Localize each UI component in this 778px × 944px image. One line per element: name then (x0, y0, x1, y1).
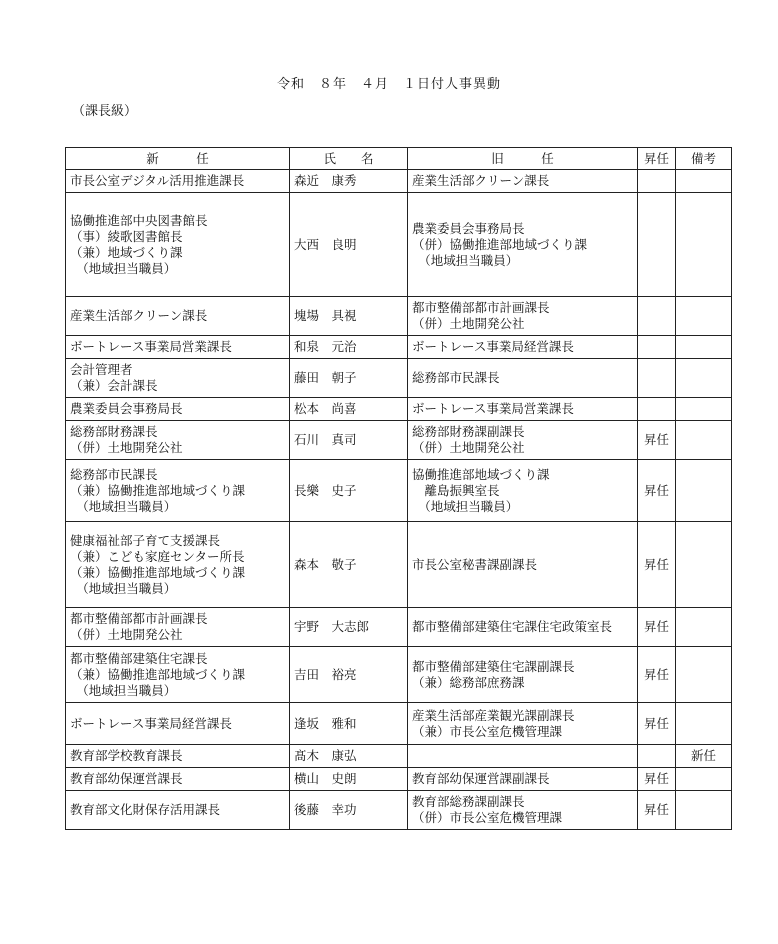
new-post-cell (66, 359, 290, 398)
promotion-cell (638, 359, 676, 398)
new-post-cell-line: （兼）こども家庭センター所長 (70, 548, 245, 564)
header-promotion: 昇任 (638, 148, 676, 170)
new-post-cell (66, 768, 290, 791)
name-cell: 和泉 元治 (290, 336, 408, 359)
new-post-cell (66, 193, 290, 297)
name-cell: 石川 真司 (290, 421, 408, 460)
new-post-cell-line: （兼）協働推進部地域づくり課 (70, 666, 246, 682)
promotion-cell: 昇任 (638, 647, 676, 703)
old-post-cell (408, 398, 638, 421)
new-post-cell-line: 教育部文化財保存活用課長 (70, 802, 221, 817)
new-post-cell-line: ボートレース事業局営業課長 (70, 339, 232, 354)
table-row (66, 522, 732, 608)
table-row (66, 421, 732, 460)
promotion-cell: 昇任 (638, 421, 676, 460)
new-post-cell (66, 170, 290, 193)
old-post-cell-line: （兼）市長公室危機管理課 (412, 723, 563, 739)
old-post-cell (408, 608, 638, 647)
old-post-cell-line: 協働推進部地域づくり課 (412, 466, 550, 482)
remarks-cell (676, 193, 732, 297)
promotion-cell: 昇任 (638, 791, 676, 830)
new-post-cell-line: 総務部市民課長 (70, 466, 158, 482)
table-row (66, 193, 732, 297)
old-post-cell (408, 297, 638, 336)
remarks-cell: 新任 (676, 745, 732, 768)
table-row (66, 359, 732, 398)
old-post-cell-line: （地域担当職員） (412, 498, 519, 514)
new-post-cell-line: 教育部幼保運営課長 (70, 771, 183, 786)
old-post-cell-line: 市長公室秘書課副課長 (412, 556, 538, 572)
old-post-cell (408, 768, 638, 791)
old-post-cell-line: （併）市長公室危機管理課 (412, 810, 563, 825)
new-post-cell (66, 703, 290, 745)
old-post-cell (408, 703, 638, 745)
name-cell: 塊場 具視 (290, 297, 408, 336)
table-row (66, 460, 732, 522)
new-post-cell-line: 市長公室デジタル活用推進課長 (70, 173, 245, 188)
remarks-cell (676, 421, 732, 460)
promotion-cell: 昇任 (638, 608, 676, 647)
promotion-cell (638, 398, 676, 421)
remarks-cell (676, 647, 732, 703)
header-name: 氏 名 (290, 148, 408, 170)
old-post-cell-line: 都市整備部建築住宅課住宅政策室長 (412, 619, 613, 634)
table-row (66, 398, 732, 421)
new-post-cell-line: （併）土地開発公社 (70, 440, 183, 455)
old-post-cell-line: 都市整備部都市計画課長 (412, 300, 550, 315)
new-post-cell (66, 647, 290, 703)
old-post-cell-line: 離島振興室長 (412, 482, 500, 498)
old-post-cell-line: 産業生活部クリーン課長 (412, 173, 550, 188)
name-cell: 宇野 大志郎 (290, 608, 408, 647)
table-row (66, 647, 732, 703)
remarks-cell (676, 398, 732, 421)
name-cell: 逢坂 雅和 (290, 703, 408, 745)
name-cell: 吉田 裕亮 (290, 647, 408, 703)
name-cell: 森近 康秀 (290, 170, 408, 193)
new-post-cell (66, 398, 290, 421)
remarks-cell (676, 768, 732, 791)
new-post-cell-line: 都市整備部建築住宅課長 (70, 650, 208, 666)
new-post-cell-line: （兼）協働推進部地域づくり課 (70, 564, 246, 580)
name-cell: 松本 尚喜 (290, 398, 408, 421)
new-post-cell-line: （地域担当職員） (70, 498, 177, 514)
header-new-post: 新 任 (66, 148, 290, 170)
new-post-cell (66, 791, 290, 830)
new-post-cell (66, 336, 290, 359)
table-row (66, 170, 732, 193)
old-post-cell-line: 総務部市民課長 (412, 370, 500, 385)
new-post-cell-line: 都市整備部都市計画課長 (70, 611, 208, 626)
promotion-cell (638, 170, 676, 193)
old-post-cell-line: （併）土地開発公社 (412, 316, 525, 331)
remarks-cell (676, 359, 732, 398)
name-cell: 長樂 史子 (290, 460, 408, 522)
promotion-cell: 昇任 (638, 768, 676, 791)
old-post-cell (408, 647, 638, 703)
remarks-cell (676, 170, 732, 193)
old-post-cell (408, 170, 638, 193)
old-post-cell-line: ボートレース事業局営業課長 (412, 401, 574, 416)
new-post-cell (66, 421, 290, 460)
table-row (66, 768, 732, 791)
table-row (66, 608, 732, 647)
new-post-cell-line: （兼）会計課長 (70, 378, 158, 393)
name-cell: 横山 史朗 (290, 768, 408, 791)
remarks-cell (676, 336, 732, 359)
new-post-cell-line: 教育部学校教育課長 (70, 748, 183, 763)
name-cell: 藤田 朝子 (290, 359, 408, 398)
old-post-cell-line: （併）土地開発公社 (412, 440, 525, 455)
table-row (66, 703, 732, 745)
old-post-cell-line: 都市整備部建築住宅課副課長 (412, 658, 575, 674)
name-cell: 大西 良明 (290, 193, 408, 297)
new-post-cell-line: 健康福祉部子育て支援課長 (70, 532, 221, 548)
new-post-cell-line: 総務部財務課長 (70, 424, 158, 439)
table-row (66, 297, 732, 336)
old-post-cell (408, 745, 638, 768)
new-post-cell (66, 745, 290, 768)
grade-label: （課長級） (72, 104, 138, 119)
promotion-cell: 昇任 (638, 522, 676, 608)
promotion-cell (638, 745, 676, 768)
new-post-cell-line: （兼）協働推進部地域づくり課 (70, 482, 246, 498)
table-row (66, 745, 732, 768)
old-post-cell-line: （併）協働推進部地域づくり課 (412, 236, 588, 252)
promotion-cell (638, 336, 676, 359)
new-post-cell (66, 608, 290, 647)
new-post-cell-line: （地域担当職員） (70, 682, 177, 698)
old-post-cell-line: （兼）総務部庶務課 (412, 674, 525, 690)
old-post-cell (408, 359, 638, 398)
promotion-cell: 昇任 (638, 703, 676, 745)
new-post-cell (66, 522, 290, 608)
header-old-post: 旧 任 (408, 148, 638, 170)
remarks-cell (676, 460, 732, 522)
table-body (66, 170, 732, 830)
header-row (66, 148, 732, 170)
new-post-cell-line: （兼）地域づくり課 (70, 244, 183, 260)
old-post-cell-line: 農業委員会事務局長 (412, 220, 525, 236)
header-remarks: 備考 (676, 148, 732, 170)
promotion-cell: 昇任 (638, 460, 676, 522)
old-post-cell-line: （地域担当職員） (412, 252, 519, 268)
old-post-cell-line: 産業生活部産業観光課副課長 (412, 707, 575, 723)
old-post-cell-line: 教育部総務課副課長 (412, 794, 525, 809)
remarks-cell (676, 791, 732, 830)
promotion-cell (638, 297, 676, 336)
old-post-cell (408, 336, 638, 359)
remarks-cell (676, 703, 732, 745)
new-post-cell-line: 農業委員会事務局長 (70, 401, 183, 416)
new-post-cell-line: （併）土地開発公社 (70, 627, 183, 642)
old-post-cell-line: ボートレース事業局経営課長 (412, 339, 574, 354)
new-post-cell-line: （地域担当職員） (70, 580, 177, 596)
table-row (66, 336, 732, 359)
name-cell: 後藤 幸功 (290, 791, 408, 830)
name-cell: 森本 敬子 (290, 522, 408, 608)
new-post-cell-line: 協働推進部中央図書館長 (70, 212, 208, 228)
new-post-cell-line: （地域担当職員） (70, 260, 177, 276)
old-post-cell (408, 193, 638, 297)
old-post-cell-line: 教育部幼保運営課副課長 (412, 771, 550, 786)
old-post-cell-line: 総務部財務課副課長 (412, 424, 525, 439)
new-post-cell-line: 産業生活部クリーン課長 (70, 308, 208, 323)
personnel-table (65, 147, 732, 830)
name-cell: 髙木 康弘 (290, 745, 408, 768)
new-post-cell-line: ボートレース事業局経営課長 (70, 715, 232, 731)
old-post-cell (408, 421, 638, 460)
new-post-cell (66, 297, 290, 336)
new-post-cell (66, 460, 290, 522)
new-post-cell-line: 会計管理者 (70, 362, 133, 377)
old-post-cell (408, 460, 638, 522)
new-post-cell-line: （事）綾歌図書館長 (70, 228, 183, 244)
page-title: 令和 ８年 ４月 １日付人事異動 (276, 77, 501, 92)
old-post-cell (408, 522, 638, 608)
promotion-cell (638, 193, 676, 297)
remarks-cell (676, 297, 732, 336)
remarks-cell (676, 608, 732, 647)
remarks-cell (676, 522, 732, 608)
table-row (66, 791, 732, 830)
old-post-cell (408, 791, 638, 830)
